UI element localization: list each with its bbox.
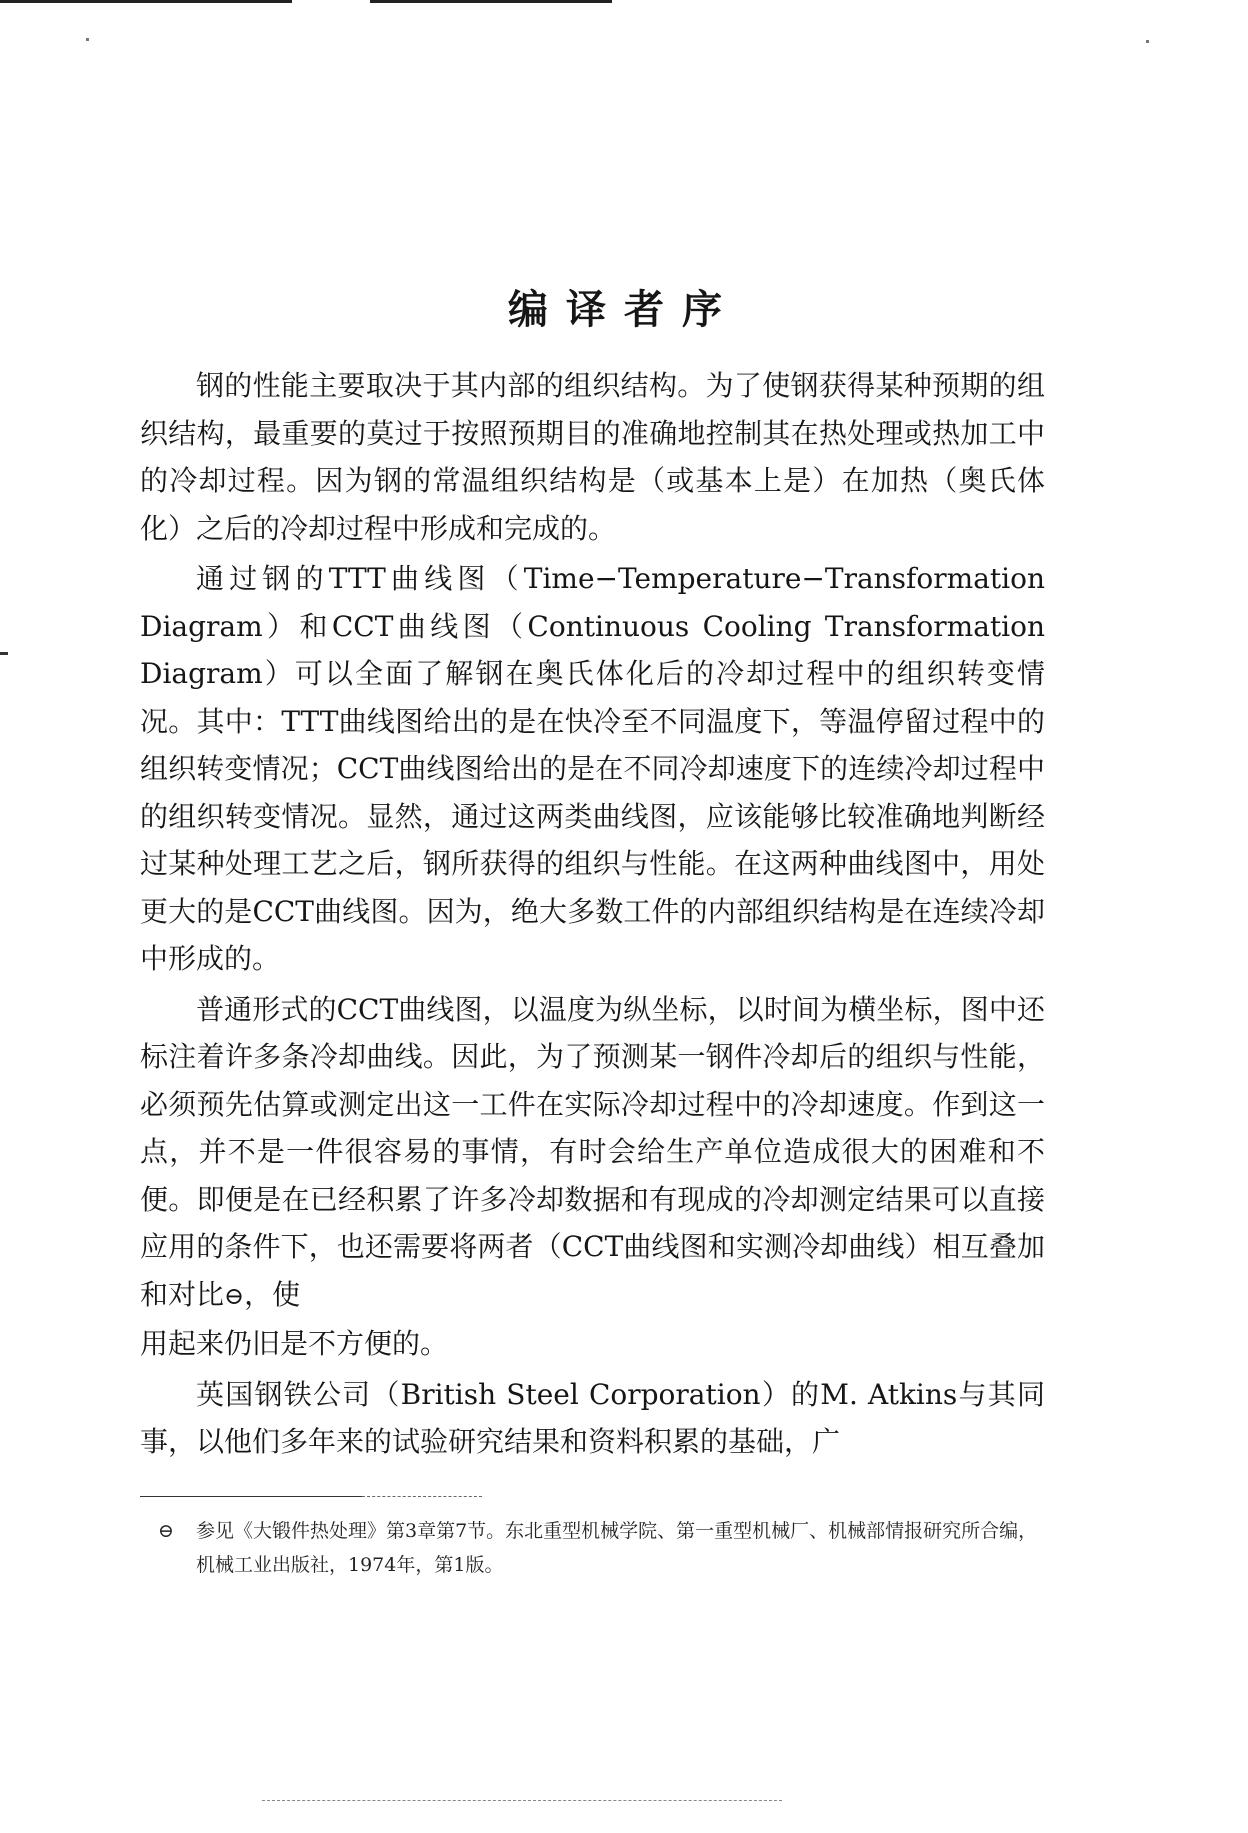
paragraph-3-tail: ，使 (244, 1277, 301, 1311)
paragraph-1: 钢的性能主要取决于其内部的组织结构。为了使钢获得某种预期的组织结构，最重要的莫过于按照预期目的准确地控制其在热处理或热加工中的冷却过程。因为钢的常温组织结构是（或基本上是）在加热（奥氏体化）之后的冷却过程中形成和完成的。 (140, 369, 1045, 545)
paragraph-3 (140, 986, 1045, 1368)
footnote-text: 参见《大锻件热处理》第3章第7节。东北重型机械学院、第一重型机械厂、机械部情报研究所合编，机械工业出版社，1974年，第1版。 (196, 1520, 1038, 1576)
paragraph-2: 通过钢的TTT曲线图（Time−Temperature−Transformation Diagram）和CCT曲线图（Continuous Cooling Transformation Diagram）可以全面了解钢在奥氏体化后的冷却过程中的组织转变情况。其中：TTT曲线图给出的是在快冷至不同温度下，等温停留过程中的组织转变情况；CCT曲线图给出的是在不同冷却速度下的连续冷却过程中的组织转变情况。显然，通过这两类曲线图，应该能够比较准确地判断经过某种处理工艺之后，钢所获得的组织与性能。在这两种曲线图中，用处更大的是CCT曲线图。因为，绝大多数工件的内部组织结构是在连续冷却中形成的。 (140, 562, 1045, 975)
scan-speck (86, 38, 89, 41)
page-title: 编译者序 (508, 286, 740, 333)
footnote-rule (140, 1496, 362, 1497)
paragraph-4: 英国钢铁公司（British Steel Corporation）的M. Atkins与其同事，以他们多年来的试验研究结果和资料积累的基础，广 (140, 1377, 1045, 1458)
paragraph-3-end: 用起来仍旧是不方便的。 (140, 1327, 449, 1360)
bottom-rule (262, 1800, 782, 1801)
scan-speck (1146, 40, 1149, 43)
footnote (158, 1514, 1046, 1582)
margin-mark (0, 652, 8, 655)
paragraph-3-text: 普通形式的CCT曲线图，以温度为纵坐标，以时间为横坐标，图中还标注着许多条冷却曲线。因此，为了预测某一钢件冷却后的组织与性能，必须预先估算或测定出这一工件在实际冷却过程中的冷却速度。作到这一点，并不是一件很容易的事情，有时会给生产单位造成很大的困难和不便。即便是在已经积累了许多冷却数据和有现成的冷却测定结果可以直接应用的条件下，也还需要将两者（CCT曲线图和实测冷却曲线）相互叠加和对比 (140, 992, 1045, 1311)
top-rule-left (0, 0, 292, 3)
top-rule-right (370, 0, 612, 3)
footnote-reference[interactable]: ⊖ (224, 1281, 245, 1310)
footnote-marker: ⊖ (158, 1520, 174, 1542)
body-text (140, 362, 1045, 1466)
footnote-rule-dashed (362, 1496, 482, 1497)
